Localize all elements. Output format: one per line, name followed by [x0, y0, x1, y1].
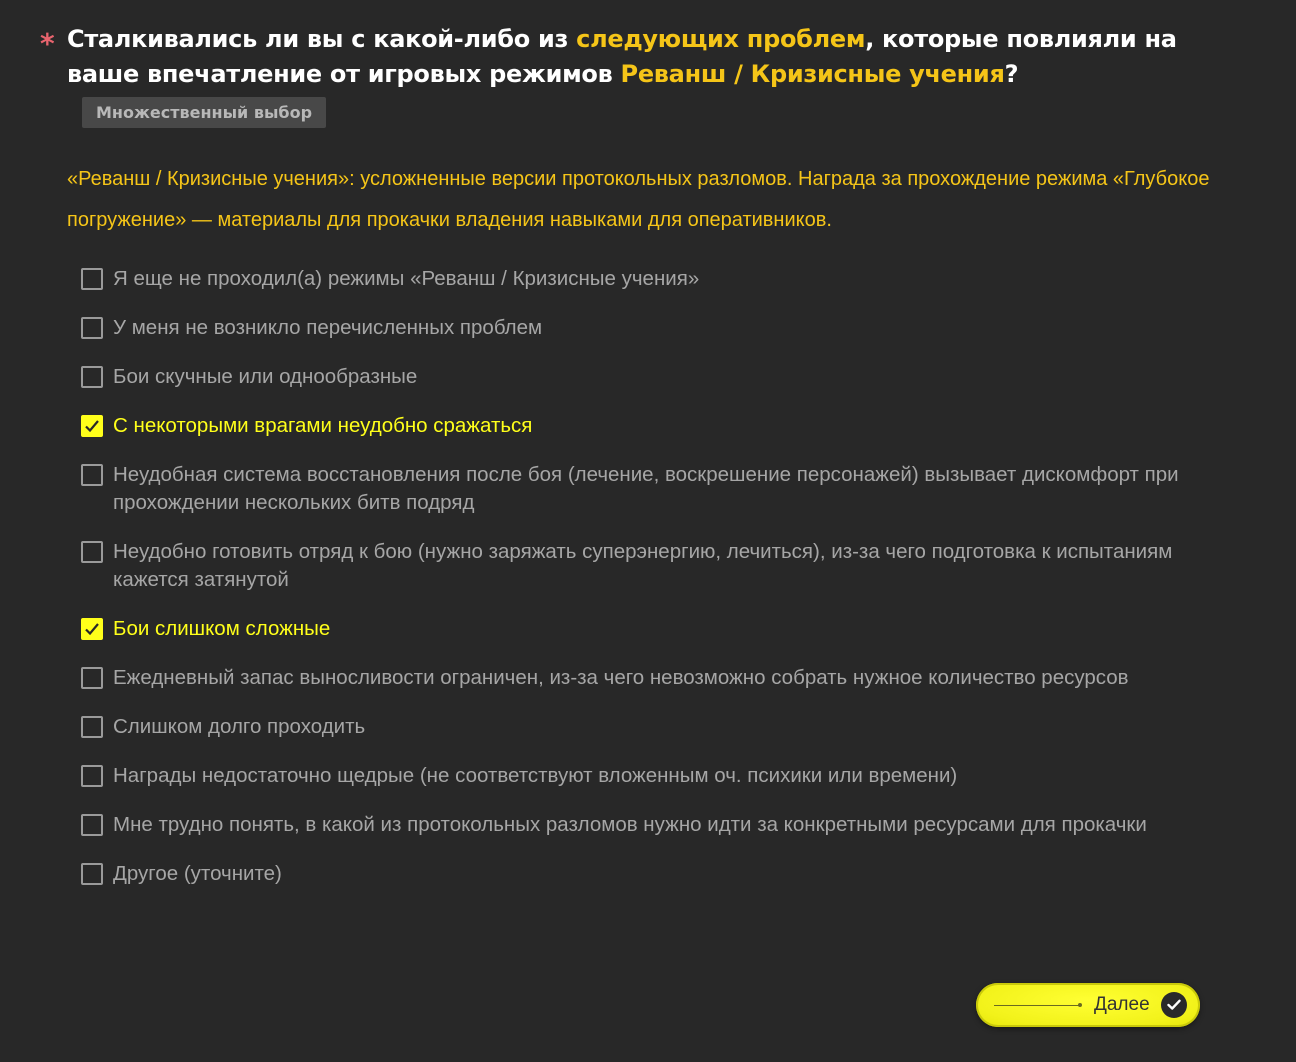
- option-label: Ежедневный запас выносливости ограничен, из-за чего невозможно собрать нужное количество ресурсов: [113, 666, 1129, 689]
- question-highlight: Реванш / Кризисные учения: [620, 60, 1005, 88]
- option-stamina-limited[interactable]: [81, 664, 1211, 692]
- option-not-played[interactable]: [81, 265, 1211, 293]
- question-text-part: , которые повлияли на ваше впечатление от игровых режимов: [67, 25, 1177, 88]
- option-label: Бои слишком сложные: [113, 617, 331, 640]
- next-button[interactable]: [976, 983, 1200, 1027]
- checkbox[interactable]: [81, 541, 103, 563]
- checkbox[interactable]: [81, 765, 103, 787]
- multiple-choice-badge: Множественный выбор: [82, 97, 326, 128]
- option-other[interactable]: [81, 860, 1211, 888]
- checkbox[interactable]: [81, 317, 103, 339]
- checkbox[interactable]: [81, 464, 103, 486]
- decorative-line: [994, 1005, 1079, 1006]
- checkbox[interactable]: [81, 667, 103, 689]
- option-recovery-system[interactable]: [81, 461, 1211, 517]
- option-rewards-not-generous[interactable]: [81, 762, 1211, 790]
- checkbox[interactable]: [81, 814, 103, 836]
- option-label: С некоторыми врагами неудобно сражаться: [113, 414, 533, 437]
- option-label: Награды недостаточно щедрые (не соответствуют вложенным оч. психики или времени): [113, 764, 958, 787]
- option-too-difficult[interactable]: [81, 615, 1211, 643]
- check-circle-icon: [1161, 992, 1187, 1018]
- option-label: У меня не возникло перечисленных проблем: [113, 316, 543, 339]
- next-button-label: Далее: [1094, 994, 1150, 1015]
- option-label: Слишком долго проходить: [113, 715, 366, 738]
- checkbox[interactable]: [81, 716, 103, 738]
- checkbox[interactable]: [81, 415, 103, 437]
- checkbox[interactable]: [81, 863, 103, 885]
- option-label: Неудобно готовить отряд к бою (нужно заряжать суперэнергию, лечиться), из-за чего подготовка к испытаниям кажется затянутой: [113, 540, 1173, 591]
- question-text-part: ?: [1004, 60, 1019, 88]
- option-label: Мне трудно понять, в какой из протокольных разломов нужно идти за конкретными ресурсами для прокачки: [113, 813, 1147, 836]
- question-title: [67, 22, 1247, 92]
- option-too-long[interactable]: [81, 713, 1211, 741]
- question-description: «Реванш / Кризисные учения»: усложненные версии протокольных разломов. Награда за прохождение режима «Глубокое погружение» — материалы для прокачки владения навыками для оперативников.: [67, 168, 1210, 231]
- option-label: Я еще не проходил(а) режимы «Реванш / Кризисные учения»: [113, 267, 700, 290]
- option-inconvenient-enemies[interactable]: [81, 412, 1211, 440]
- option-hard-to-understand[interactable]: [81, 811, 1211, 839]
- checkbox[interactable]: [81, 268, 103, 290]
- question-highlight: следующих проблем: [576, 25, 866, 53]
- option-label: Бои скучные или однообразные: [113, 365, 418, 388]
- check-icon: [84, 418, 100, 434]
- checkbox[interactable]: [81, 366, 103, 388]
- checkbox[interactable]: [81, 618, 103, 640]
- option-boring-battles[interactable]: [81, 363, 1211, 391]
- option-no-problems[interactable]: [81, 314, 1211, 342]
- required-mark: *: [40, 27, 55, 60]
- option-label: Другое (уточните): [113, 862, 282, 885]
- question-text-part: Сталкивались ли вы с какой-либо из: [67, 25, 577, 53]
- option-label: Неудобная система восстановления после боя (лечение, воскрешение персонажей) вызывает дискомфорт при прохождении нескольких битв подряд: [113, 463, 1179, 514]
- check-icon: [84, 621, 100, 637]
- option-squad-preparation[interactable]: [81, 538, 1211, 594]
